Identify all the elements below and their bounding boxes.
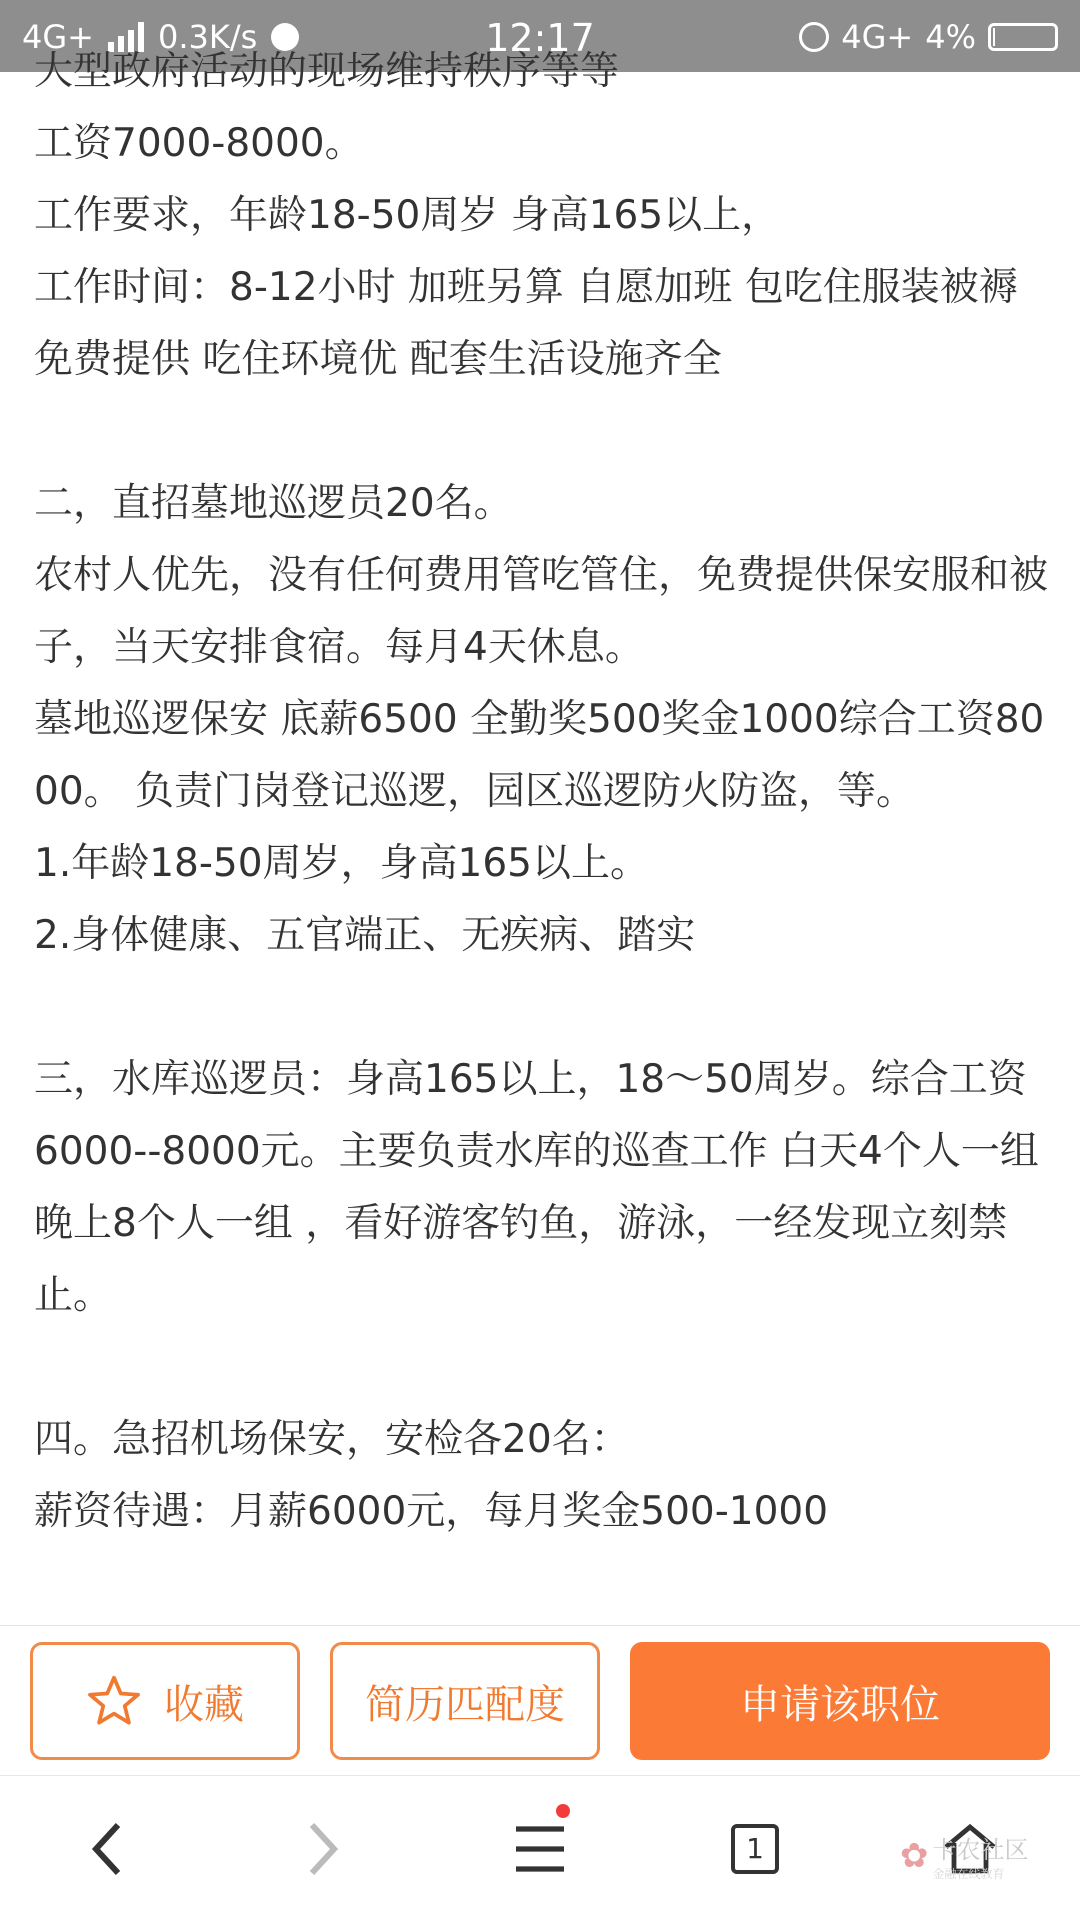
description-line: 2.身体健康、五官端正、无疾病、踏实 [34,913,696,958]
job-description[interactable] [34,49,1050,1625]
description-line: 1.年龄18-50周岁，身高165以上。 [34,841,649,886]
battery-percent: 4% [925,18,976,56]
menu-icon [512,1823,568,1875]
paragraph-gap [34,972,1050,1044]
watermark-title: 卡农社区 [932,1836,1029,1864]
description-line: 二，直招墓地巡逻员20名。 [34,481,513,526]
description-line: 三，水库巡逻员：身高165以上，18～50周岁。综合工资6000--8000元。主要负责水库的巡查工作 白天4个人一组 晚上8个人一组 ，看好游客钓鱼，游泳，一经发现立刻禁止。 [34,1057,1039,1318]
network-type-right: 4G+ [841,18,914,56]
back-button[interactable] [48,1776,168,1921]
notification-dot [556,1804,570,1818]
favorite-label: 收藏 [164,1681,244,1728]
watermark-text [933,1830,1029,1882]
network-speed: 0.3K/s [157,18,258,56]
resume-match-button[interactable] [330,1642,600,1760]
description-line: 四。急招机场保安，安检各20名： [34,1417,630,1462]
description-line: 工作要求，年龄18-50周岁 身高165以上， [34,193,781,238]
apply-label: 申请该职位 [740,1681,940,1728]
watermark-subtitle: 金融在线教育 [932,1867,1005,1881]
description-line: 大型政府活动的现场维持秩序等等 [34,49,620,94]
action-bar [0,1625,1080,1775]
tab-count-icon: 1 [731,1824,779,1874]
forward-button[interactable] [262,1776,382,1921]
description-line: 工资7000-8000。 [34,121,364,166]
star-icon [86,1674,142,1728]
description-line: 农村人优先，没有任何费用管吃管住，免费提供保安服和被子，当天安排食宿。每月4天休息。 [34,553,1049,670]
network-type-left: 4G+ [22,18,94,56]
paragraph-gap [34,1332,1050,1404]
tabs-button[interactable] [695,1776,815,1921]
chevron-right-icon [302,1819,342,1879]
description-line: 工作时间：8-12小时 加班另算 自愿加班 包吃住服装被褥免费提供 吃住环境优 配套生活设施齐全 [34,265,1018,382]
description-line: 墓地巡逻保安 底薪6500 全勤奖500奖金1000综合工资8000。 负责门岗登记巡逻，园区巡逻防火防盗，等。 [34,697,1045,814]
apply-button[interactable] [630,1642,1050,1760]
paragraph-gap [34,396,1050,468]
watermark [900,1830,1029,1882]
menu-button[interactable] [480,1776,600,1921]
clock: 12:17 [485,16,595,60]
chevron-left-icon [88,1819,128,1879]
resume-match-label: 简历匹配度 [365,1681,565,1728]
favorite-button[interactable] [30,1642,300,1760]
watermark-logo-icon: ✿ [900,1836,929,1876]
description-line: 薪资待遇：月薪6000元，每月奖金500-1000 [34,1489,829,1534]
